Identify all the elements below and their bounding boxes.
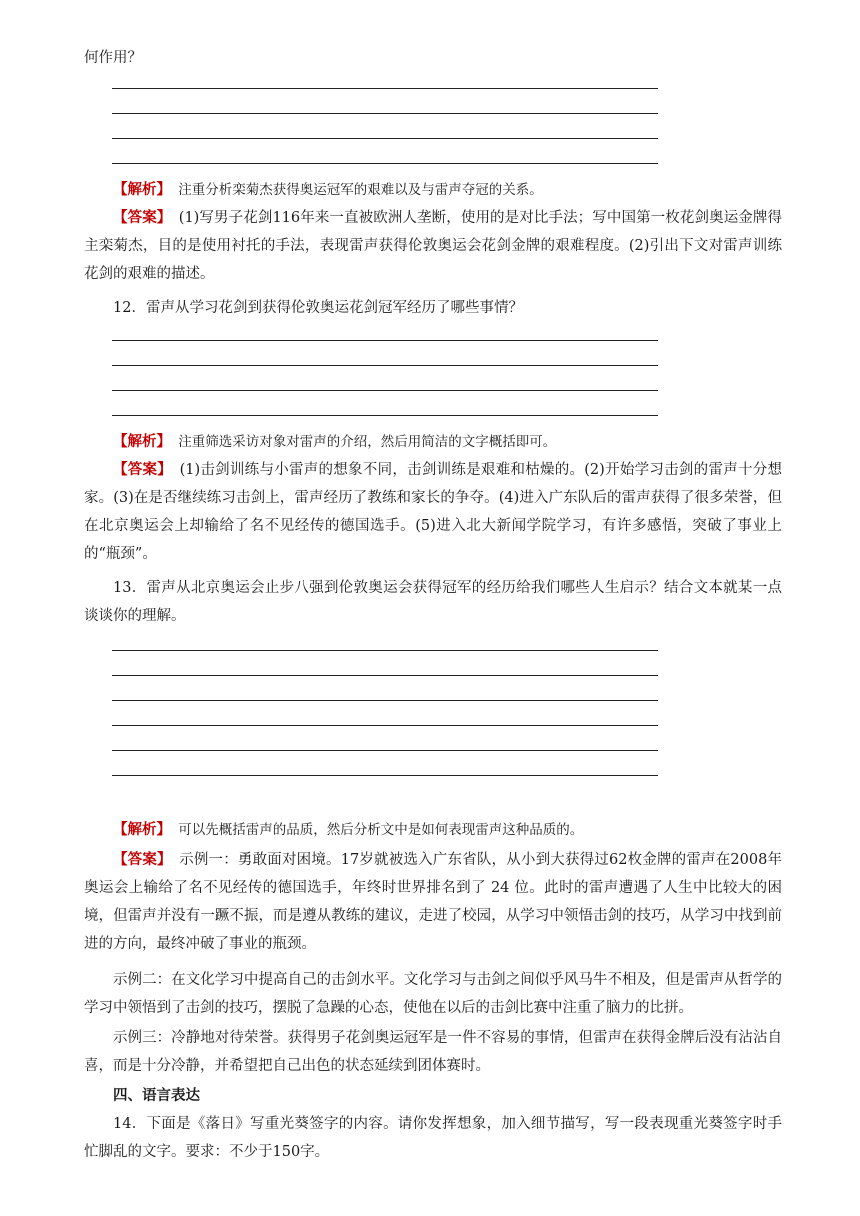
analysis-text: 注重分析栾菊杰获得奥运冠军的艰难以及与雷声夺冠的关系。 — [178, 182, 543, 198]
q11-answer — [84, 204, 782, 288]
q11-answer-lines — [112, 88, 658, 188]
q13-example-2: 示例二：在文化学习中提高自己的击剑水平。文化学习与击剑之间似乎风马牛不相及，但是雷声从哲学的学习中领悟到了击剑的技巧，摆脱了急躁的心态，使他在以后的击剑比赛中注重了脑力的比拼。 — [84, 972, 782, 1016]
analysis-label: 【解析】 — [113, 821, 164, 838]
answer-label: 【答案】 — [113, 461, 165, 478]
q12-answer — [84, 456, 782, 568]
q12-answer-lines — [112, 340, 658, 440]
analysis-text: 注重筛选采访对象对雷声的介绍，然后用简洁的文字概括即可。 — [178, 434, 557, 450]
question-13: 13．雷声从北京奥运会止步八强到伦敦奥运会获得冠军的经历给我们哪些人生启示？结合文本就某一点谈谈你的理解。 — [84, 580, 782, 624]
q13-analysis — [84, 816, 782, 844]
q13-answer-lines — [112, 650, 658, 800]
question-12: 12．雷声从学习花剑到获得伦敦奥运花剑冠军经历了哪些事情？ — [113, 300, 523, 316]
q12-analysis — [84, 428, 782, 456]
answer-label: 【答案】 — [113, 851, 165, 868]
q11-analysis — [84, 176, 782, 204]
section-heading: 四、语言表达 — [113, 1087, 200, 1104]
answer-text: (1)击剑训练与小雷声的想象不同，击剑训练是艰难和枯燥的。(2)开始学习击剑的雷声十分想家。(3)在是否继续练习击剑上，雷声经历了教练和家长的争夺。(4)进入广东队后的雷声获得了很多荣誉，但在北京奥运会上却输给了名不见经传的德国选手。(5)进入北大新闻学院学习，有许多感悟，突破了事业上的“瓶颈”。 — [84, 462, 782, 562]
analysis-label: 【解析】 — [113, 433, 164, 450]
answer-text: 示例一：勇敢面对困境。17岁就被选入广东省队，从小到大获得过62枚金牌的雷声在2008年奥运会上输给了名不见经传的德国选手，年终时世界排名到了 24 位。此时的雷声遭遇了人生中比较大的困境，但雷声并没有一蹶不振，而是遵从教练的建议，走进了校园，从学习中领悟击剑的技巧，从学习中找到前进的方向，最终冲破了事业的瓶颈。 — [84, 852, 783, 952]
analysis-label: 【解析】 — [113, 181, 164, 198]
question-14: 14．下面是《落日》写重光葵签字的内容。请你发挥想象，加入细节描写，写一段表现重光葵签字时手忙脚乱的文字。要求：不少于150字。 — [84, 1116, 782, 1160]
q11-tail: 何作用？ — [84, 50, 142, 66]
answer-label: 【答案】 — [113, 209, 165, 226]
analysis-text: 可以先概括雷声的品质，然后分析文中是如何表现雷声这种品质的。 — [178, 822, 584, 838]
q13-example-3: 示例三：冷静地对待荣誉。获得男子花剑奥运冠军是一件不容易的事情，但雷声在获得金牌后没有沾沾自喜，而是十分冷静，并希望把自己出色的状态延续到团体赛时。 — [84, 1030, 782, 1074]
answer-text: (1)写男子花剑116年来一直被欧洲人垄断，使用的是对比手法；写中国第一枚花剑奥运金牌得主栾菊杰，目的是使用衬托的手法，表现雷声获得伦敦奥运会花剑金牌的艰难程度。(2)引出下文对雷声训练花剑的艰难的描述。 — [84, 210, 783, 282]
q13-answer — [84, 846, 782, 958]
